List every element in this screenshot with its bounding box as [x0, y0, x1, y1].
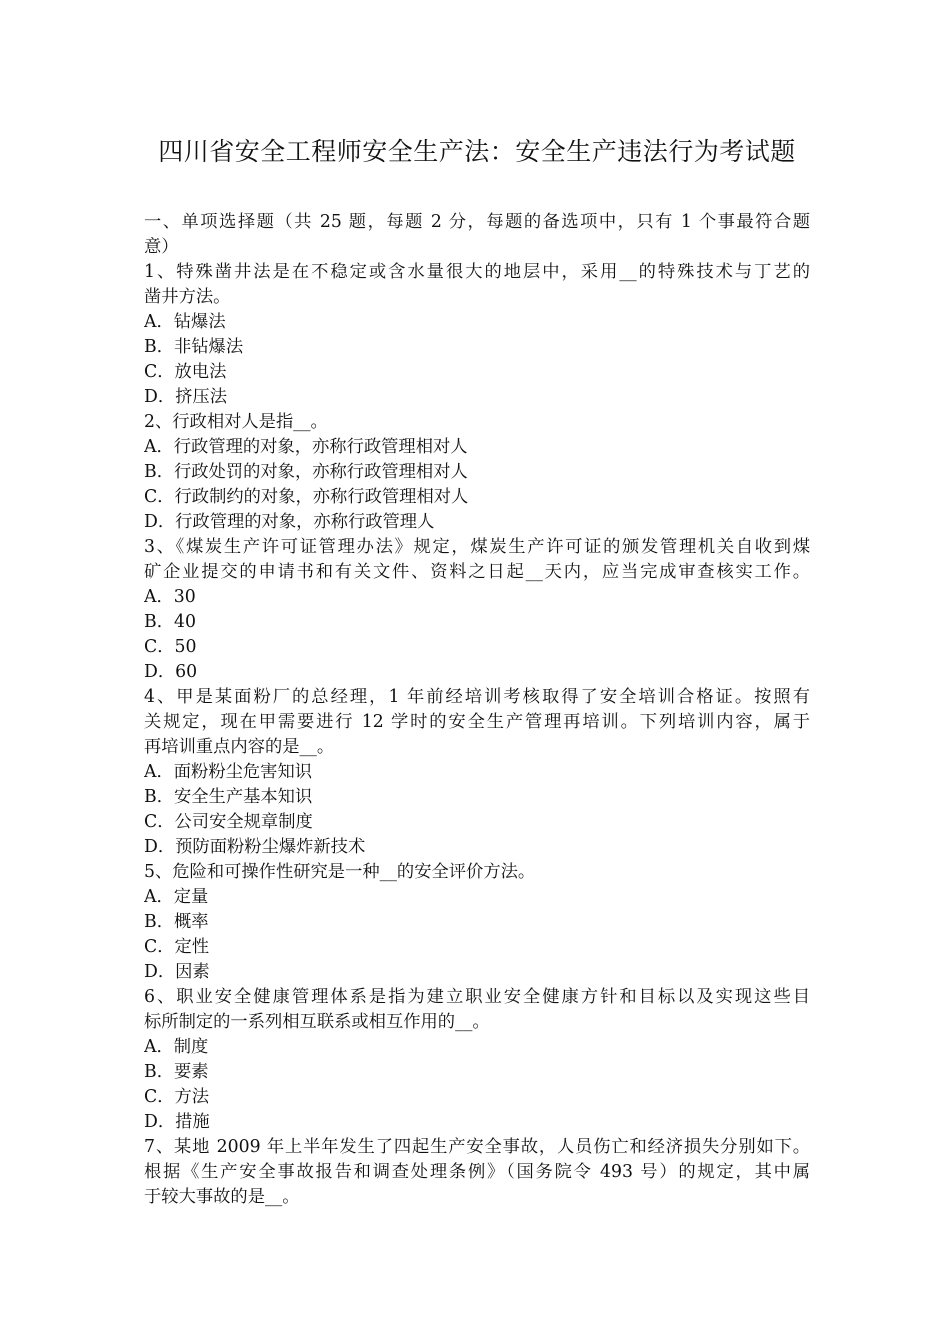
text-line: B．安全生产基本知识 [144, 787, 313, 807]
text-line: 2、行政相对人是指__。 [144, 412, 328, 432]
text-line: C．公司安全规章制度 [144, 812, 313, 832]
text-line: 4、甲是某面粉厂的总经理，1 年前经培训考核取得了安全培训合格证。按照有 [144, 687, 810, 707]
text-line: 6、职业安全健康管理体系是指为建立职业安全健康方针和目标以及实现这些目 [144, 987, 810, 1007]
text-line: B．非钻爆法 [144, 337, 244, 357]
text-line: B．40 [144, 612, 196, 632]
text-line: 于较大事故的是__。 [144, 1187, 300, 1207]
text-line: A．面粉粉尘危害知识 [144, 762, 313, 782]
text-line: A．行政管理的对象，亦称行政管理相对人 [144, 437, 468, 457]
text-line: C．行政制约的对象，亦称行政管理相对人 [144, 487, 469, 507]
text-line: D．行政管理的对象，亦称行政管理人 [144, 512, 435, 532]
document-title: 四川省安全工程师安全生产法：安全生产违法行为考试题 [158, 137, 796, 166]
text-line: D．60 [144, 662, 198, 682]
text-line: A．定量 [144, 887, 209, 907]
text-line: D．挤压法 [144, 387, 227, 407]
text-line: A．30 [144, 587, 196, 607]
document-body [144, 210, 810, 1210]
text-line: A．钻爆法 [144, 312, 226, 332]
text-line: B．行政处罚的对象，亦称行政管理相对人 [144, 462, 468, 482]
text-line: D．因素 [144, 962, 210, 982]
text-line: B．概率 [144, 912, 209, 932]
text-line: D．措施 [144, 1112, 210, 1132]
text-line: 标所制定的一系列相互联系或相互作用的__。 [144, 1012, 490, 1032]
text-line: C．定性 [144, 937, 210, 957]
text-line: 再培训重点内容的是__。 [144, 737, 335, 757]
text-line: 1、特殊凿井法是在不稳定或含水量很大的地层中，采用__的特殊技术与丁艺的 [144, 262, 810, 282]
text-line: 一、单项选择题（共 25 题，每题 2 分，每题的备选项中，只有 1 个事最符合题 [144, 212, 810, 232]
text-line: 根据《生产安全事故报告和调查处理条例》（国务院令 493 号）的规定，其中属 [144, 1162, 810, 1182]
text-line: 关规定，现在甲需要进行 12 学时的安全生产管理再培训。下列培训内容，属于 [144, 712, 810, 732]
text-line: D．预防面粉粉尘爆炸新技术 [144, 837, 366, 857]
text-line: 凿井方法。 [144, 287, 231, 307]
text-line: A．制度 [144, 1037, 209, 1057]
text-line: 矿企业提交的申请书和有关文件、资料之日起__天内，应当完成审查核实工作。 [144, 562, 810, 582]
text-line: 3、《煤炭生产许可证管理办法》规定，煤炭生产许可证的颁发管理机关自收到煤 [144, 537, 810, 557]
text-line: C．放电法 [144, 362, 227, 382]
text-line: 7、某地 2009 年上半年发生了四起生产安全事故，人员伤亡和经济损失分别如下。 [144, 1137, 810, 1157]
text-line: C．方法 [144, 1087, 210, 1107]
text-line: 意） [144, 237, 179, 257]
text-line: 5、危险和可操作性研究是一种__的安全评价方法。 [144, 862, 536, 882]
text-line: B．要素 [144, 1062, 209, 1082]
text-line: C．50 [144, 637, 197, 657]
